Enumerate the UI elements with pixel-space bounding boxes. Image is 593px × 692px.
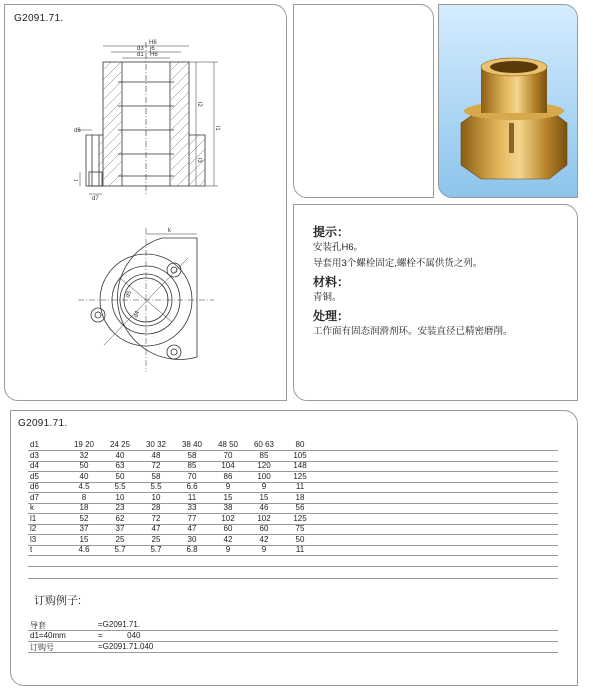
label-k: k [168,228,171,234]
table-cell: 11 [295,545,305,554]
table-cell: 56 [295,503,305,512]
table-cell: 11 [187,492,197,502]
table-row-label: d6 [30,482,39,491]
label-l1: l1 [214,126,220,131]
table-cell: 4.6 [78,545,90,554]
table-cell: 25 [151,534,161,544]
table-cell: 5.5 [150,482,162,491]
table-cell: 50 [79,461,89,470]
table-cell: 37 [79,524,89,533]
table-cell: 38 40 [181,440,203,449]
table-cell: 18 [79,503,89,512]
table-cell: 15 [223,492,233,502]
table-cell: 104 [221,461,235,470]
label-d7: d7 [92,196,99,202]
drawing-part-code: G2091.71. [14,13,64,24]
material-text: 青铜。 [313,292,342,303]
table-title: G2091.71. [18,418,68,429]
table-cell: 5.5 [114,482,126,491]
table-cell: 11 [295,482,305,491]
table-cell: 77 [187,513,197,523]
table-cell: 85 [187,461,197,470]
label-l2: l2 [196,102,202,107]
table-cell: 70 [223,450,233,460]
table-cell: 63 [115,461,125,470]
table-cell: 10 [151,492,161,502]
table-cell: 9 [225,482,231,491]
product-photo-panel [438,4,578,198]
order-row-value: = 040 [98,631,141,640]
treatment-text: 工作面有固态润滑剂环。安装直径已精密磨削。 [313,326,513,337]
table-row-label: d5 [30,471,39,481]
table-cell: 15 [259,492,269,502]
material-heading: 材料： [313,275,350,289]
table-row-divider [28,555,558,556]
table-cell: 100 [257,471,271,481]
label-d3-fit: j6 [150,46,155,52]
table-blank-line [28,566,558,567]
table-cell: 120 [257,461,271,470]
table-cell: 46 [259,503,269,512]
table-cell: 38 [223,503,233,512]
table-row-label: d4 [30,461,39,470]
table-cell: 23 [115,503,125,512]
table-row-label: k [30,503,34,512]
table-cell: 15 [79,534,89,544]
table-cell: 32 [79,450,89,460]
order-row-label: 订购号 [30,643,54,652]
table-cell: 102 [221,513,235,523]
table-cell: 148 [293,461,307,470]
table-row-label: l2 [30,524,37,533]
order-row-divider [28,652,558,653]
table-cell: 47 [187,524,197,533]
table-cell: 48 [151,450,161,460]
table-cell: 8 [81,492,87,502]
table-cell: 40 [79,471,89,481]
tip-line-1: 安装孔H6。 [313,242,364,253]
table-cell: 70 [187,471,197,481]
table-cell: 105 [293,450,307,460]
tip-heading: 提示： [313,225,350,239]
order-row-label: d1=40mm [30,631,66,640]
blank-panel [293,4,434,198]
label-d5: d5 [125,290,134,299]
table-cell: 37 [115,524,125,533]
table-cell: 28 [151,503,161,512]
table-cell: 58 [187,450,197,460]
table-cell: 6.6 [186,482,198,491]
table-cell: 5.7 [150,545,162,554]
table-row-label: d7 [30,492,39,502]
table-cell: 5.7 [114,545,126,554]
table-cell: 125 [293,513,307,523]
table-cell: 42 [259,534,269,544]
table-cell: 72 [151,513,161,523]
table-cell: 58 [151,471,161,481]
table-cell: 33 [187,503,197,512]
table-cell: 6.8 [186,545,198,554]
table-cell: 19 20 [73,440,95,449]
table-cell: 86 [223,471,233,481]
table-cell: 9 [261,545,267,554]
table-row-label: d1 [30,440,39,449]
tip-line-2: 导套用3个螺栓固定,螺栓不属供货之列。 [313,258,483,269]
order-example-title: 订购例子: [34,595,82,607]
table-row-label: t [30,545,33,554]
label-d3: d3 [137,46,144,52]
label-t: t [74,179,80,181]
table-cell: 52 [79,513,89,523]
order-row-value: =G2091.71.040 [98,642,154,651]
label-d4-fit: H6 [149,40,157,46]
table-cell: 40 [115,450,125,460]
table-cell: 85 [259,450,269,460]
technical-drawing [0,0,290,400]
table-cell: 24 25 [109,440,131,449]
table-cell: 60 63 [253,440,275,449]
table-cell: 48 50 [217,440,239,449]
table-cell: 75 [295,524,305,533]
label-d6-side: d6 [74,128,81,134]
order-row-value: =G2091.71. [98,620,141,629]
table-cell: 10 [115,492,125,502]
label-l3: l3 [196,158,202,163]
label-d1-fit: H6 [150,52,158,58]
bronze-bushing-image [439,5,578,198]
label-d4: d4 [133,310,142,319]
table-cell: 42 [223,534,233,544]
table-cell: 60 [223,524,233,533]
table-cell: 9 [261,482,267,491]
table-cell: 30 [187,534,197,544]
table-cell: 4.5 [78,482,90,491]
table-cell: 50 [115,471,125,481]
table-blank-line [28,578,558,579]
table-row-label: d3 [30,450,39,460]
label-d1: d1 [137,52,144,58]
table-cell: 9 [225,545,231,554]
table-cell: 47 [151,524,161,533]
table-cell: 102 [257,513,271,523]
treatment-heading: 处理： [313,309,350,323]
table-cell: 25 [115,534,125,544]
notes [313,222,573,340]
table-cell: 72 [151,461,161,470]
table-cell: 30 32 [145,440,167,449]
bushing-top-view [78,228,214,372]
order-row-label: 导套 [30,621,46,630]
table-row-label: l3 [30,534,37,544]
table-row-label: l1 [30,513,37,523]
table-cell: 80 [295,440,305,449]
table-cell: 60 [259,524,269,533]
table-cell: 62 [115,513,125,523]
table-cell: 50 [295,534,305,544]
table-cell: 125 [293,471,307,481]
table-cell: 18 [295,492,305,502]
